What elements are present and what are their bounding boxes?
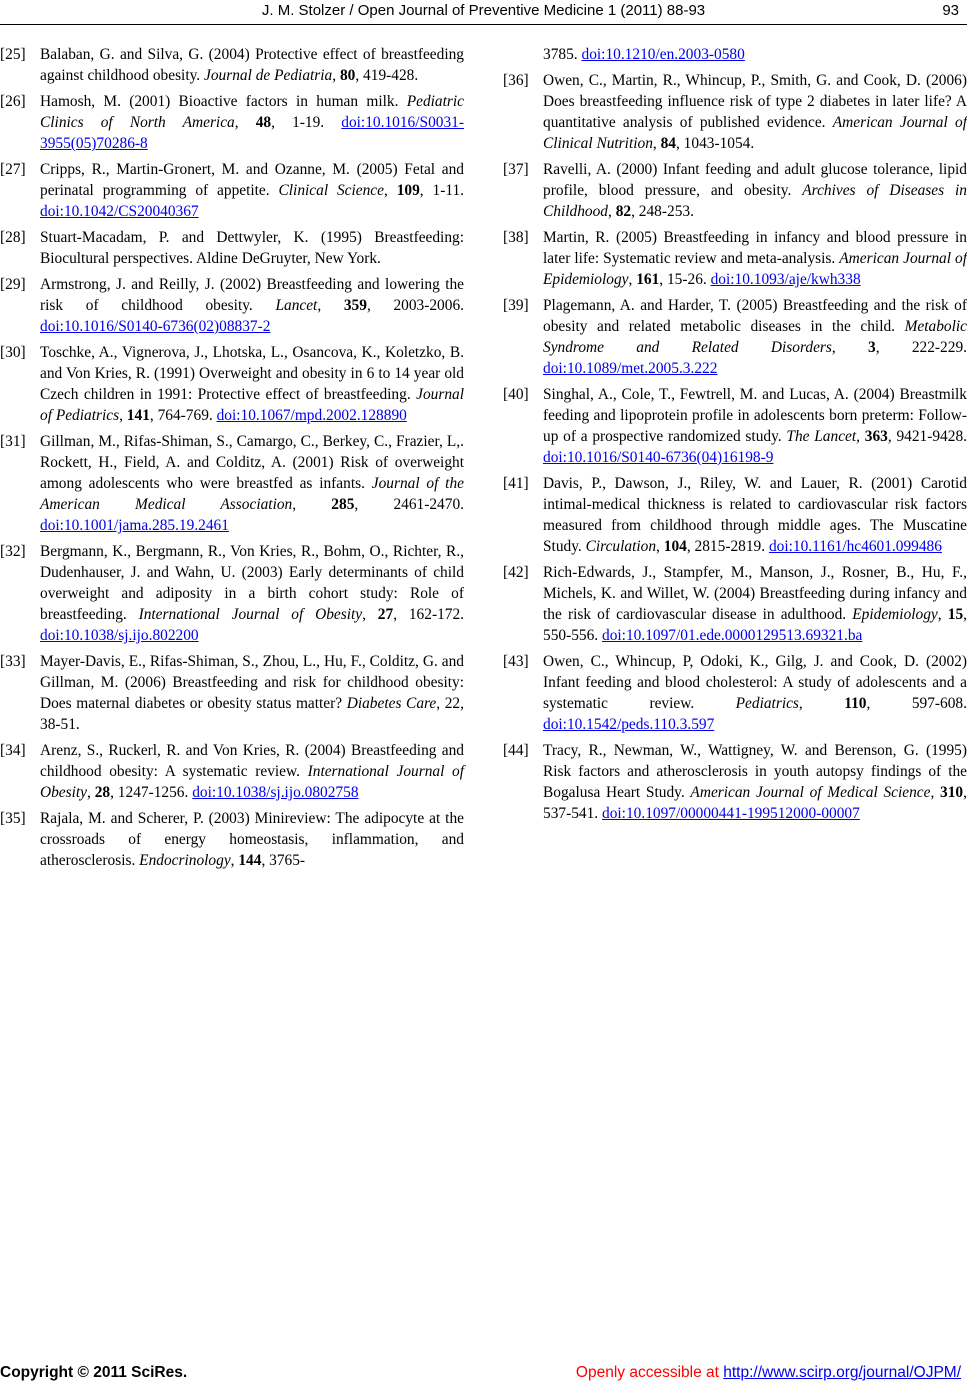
references-column-left <box>0 44 464 876</box>
reference-entry: [39] Plagemann, A. and Harder, T. (2005) Breastfeeding and the risk of obesity and related metabolic diseases in the child. Metabolic Syndrome and Related Disorders, 3, 222-229. doi:10.1089/met.2005.3.222 <box>503 297 967 377</box>
reference-number: [35] <box>0 810 26 827</box>
reference-volume: 15 <box>947 606 964 623</box>
reference-volume: 80 <box>339 67 356 84</box>
reference-entry: [41] Davis, P., Dawson, J., Riley, W. and Lauer, R. (2001) Carotid intimal-medical thickness is related to cardiovascular risk factors measured from childhood through middle ages. The Muscatine Study. Circulation, 104, 2815-2819. doi:10.1161/hc4601.099486 <box>503 475 967 555</box>
reference-journal: American Journal of Clinical Nutrition <box>543 114 967 152</box>
reference-volume: 48 <box>255 114 272 131</box>
reference-citation: Cripps, R., Martin-Gronert, M. and Ozanne, M. (2005) Fetal and perinatal programming of appetite. <box>40 161 464 199</box>
reference-pages: , 1-19. <box>271 114 325 131</box>
reference-volume: 144 <box>238 852 262 869</box>
reference-doi-link[interactable]: doi:10.1038/sj.ijo.802200 <box>40 627 199 644</box>
reference-pages: , 162-172. <box>393 606 464 623</box>
reference-entry: [26] Hamosh, M. (2001) Bioactive factors in human milk. Pediatric Clinics of North America, 48, 1-19. doi:10.1016/S0031-3955(05)70286-8 <box>0 93 464 152</box>
reference-pages: , 537-541. <box>543 784 967 822</box>
reference-entry: [25] Balaban, G. and Silva, G. (2004) Protective effect of breastfeeding against childhood obesity. Journal de Pediatria, 80, 419-428. <box>0 46 464 84</box>
reference-journal: International Journal of Obesity <box>138 606 363 623</box>
reference-number: [41] <box>503 475 529 492</box>
reference-journal: Journal of Pediatrics <box>40 386 464 424</box>
reference-citation: Armstrong, J. and Reilly, J. (2002) Breastfeeding and lowering the risk of childhood obesity. <box>40 276 464 314</box>
open-access-notice <box>576 1364 961 1382</box>
reference-pages: , 550-556. <box>543 606 967 644</box>
reference-volume: 109 <box>396 182 420 199</box>
reference-number: [30] <box>0 344 26 361</box>
running-header <box>0 2 967 24</box>
reference-journal: Journal de Pediatria <box>204 67 333 84</box>
open-access-text: Openly accessible at <box>575 1364 724 1381</box>
reference-number: [37] <box>503 161 529 178</box>
reference-journal: Lancet <box>275 297 318 314</box>
reference-number: [31] <box>0 433 26 450</box>
reference-doi-link[interactable]: doi:10.1542/peds.110.3.597 <box>543 716 715 733</box>
reference-number: [40] <box>503 386 529 403</box>
reference-number: [28] <box>0 229 26 246</box>
reference-pages: , 248-253. <box>631 203 694 220</box>
reference-entry: [35] Rajala, M. and Scherer, P. (2003) Minireview: The adipocyte at the crossroads of energy homeostasis, inflammation, and atherosclerosis. Endocrinology, 144, 3765- <box>0 810 464 869</box>
reference-entry <box>503 44 967 65</box>
references-column-right <box>503 44 967 829</box>
reference-number: [29] <box>0 276 26 293</box>
reference-number: [43] <box>503 653 529 670</box>
reference-citation: Owen, C., Whincup, P, Odoki, K., Gilg, J. and Cook, D. (2002) Infant feeding and blood cholesterol: A study of adolescents and a systematic review. <box>543 653 967 712</box>
reference-citation: Hamosh, M. (2001) Bioactive factors in human milk. <box>40 93 399 110</box>
reference-doi-link[interactable]: doi:10.1097/00000441-199512000-00007 <box>602 805 860 822</box>
reference-pages: , 1043-1054. <box>675 135 755 152</box>
reference-number: [42] <box>503 564 529 581</box>
reference-journal: Endocrinology <box>139 852 231 869</box>
reference-volume: 310 <box>940 784 964 801</box>
reference-pages: , 3765- <box>261 852 306 869</box>
reference-doi-link[interactable]: doi:10.1093/aje/kwh338 <box>710 271 861 288</box>
reference-citation: Stuart-Macadam, P. and Dettwyler, K. (1995) Breastfeeding: Biocultural perspectives. Aldine DeGruyter, New York. <box>40 229 464 267</box>
reference-journal: Journal of the American Medical Association <box>40 475 464 513</box>
reference-number: [36] <box>503 72 529 89</box>
reference-journal: International Journal of Obesity <box>40 763 464 801</box>
reference-volume: 27 <box>377 606 394 623</box>
reference-number: [44] <box>503 742 529 759</box>
running-title: J. M. Stolzer / Open Journal of Preventive Medicine 1 (2011) 88-93 <box>261 2 706 19</box>
reference-number: [25] <box>0 46 26 63</box>
copyright-notice: Copyright © 2011 SciRes. <box>0 1364 188 1381</box>
reference-pages: , 764-769. <box>149 407 213 424</box>
reference-pages: , 2815-2819. <box>686 538 766 555</box>
reference-pages: , 9421-9428. <box>887 428 967 445</box>
reference-journal: American Journal of Medical Science <box>690 784 931 801</box>
reference-journal: Pediatric Clinics of North America <box>40 93 464 131</box>
reference-doi-link[interactable]: doi:10.1089/met.2005.3.222 <box>543 360 718 377</box>
reference-volume: 84 <box>660 135 676 152</box>
reference-journal: Archives of Diseases in Childhood <box>543 182 967 220</box>
reference-number: [39] <box>503 297 529 314</box>
reference-pages: 3785. <box>543 46 578 63</box>
reference-entry: [31] Gillman, M., Rifas-Shiman, S., Camargo, C., Berkey, C., Frazier, L,. Rockett, H., Field, A. and Colditz, A. (2001) Risk of overweight among adolescents who were breastfed as infants. Journal of the American Medical Association, 285, 2461-2470. doi:10.1001/jama.285.19.2461 <box>0 433 464 534</box>
reference-volume: 82 <box>615 203 632 220</box>
journal-url-link[interactable]: http://www.scirp.org/journal/OJPM/ <box>723 1364 961 1381</box>
reference-citation: Singhal, A., Cole, T., Fewtrell, M. and Lucas, A. (2004) Breastmilk feeding and lipoprotein profile in adolescents born preterm: Follow-up of a prospective randomized study. <box>543 386 967 445</box>
reference-journal: Pediatrics <box>735 695 799 712</box>
reference-number: [38] <box>503 229 529 246</box>
reference-doi-link[interactable]: doi:10.1210/en.2003-0580 <box>581 46 745 63</box>
reference-entry: [42] Rich-Edwards, J., Stampfer, M., Manson, J., Rosner, B., Hu, F., Michels, K. and Willet, W. (2004) Breastfeeding during infancy and the risk of cardiovascular disease in adulthood. Epidemiology, 15, 550-556. doi:10.1097/01.ede.0000129513.69321.ba <box>503 564 967 644</box>
reference-citation: Plagemann, A. and Harder, T. (2005) Breastfeeding and the risk of obesity and related metabolic diseases in the child. <box>543 297 967 335</box>
reference-volume: 28 <box>94 784 111 801</box>
reference-citation: Rich-Edwards, J., Stampfer, M., Manson, J., Rosner, B., Hu, F., Michels, K. and Willet, W. (2004) Breastfeeding during infancy and the risk of cardiovascular disease in adulthood. <box>543 564 967 623</box>
reference-pages: , 1-11. <box>419 182 465 199</box>
reference-entry: [38] Martin, R. (2005) Breastfeeding in infancy and blood pressure in later life: Systematic review and meta-analysis. American Journal of Epidemiology, 161, 15-26. doi:10.1093/aje/kwh338 <box>503 229 967 288</box>
reference-entry: [32] Bergmann, K., Bergmann, R., Von Kries, R., Bohm, O., Richter, R., Dudenhauser, J. and Wahn, U. (2003) Early determinants of child overweight and adiposity in a birth cohort study: Role of breastfeeding. International Journal of Obesity, 27, 162-172. doi:10.1038/sj.ijo.802200 <box>0 543 464 644</box>
reference-pages: , 15-26. <box>659 271 707 288</box>
reference-doi-link[interactable]: doi:10.1042/CS20040367 <box>40 203 199 220</box>
reference-entry: [44] Tracy, R., Newman, W., Wattigney, W. and Berenson, G. (1995) Risk factors and atherosclerosis in youth autopsy findings of the Bogalusa Heart Study. American Journal of Medical Science, 310, 537-541. doi:10.1097/00000441-199512000-00007 <box>503 742 967 822</box>
reference-volume: 104 <box>663 538 687 555</box>
reference-entry: [34] Arenz, S., Ruckerl, R. and Von Kries, R. (2004) Breastfeeding and childhood obesity: A systematic review. International Journal of Obesity, 28, 1247-1256. doi:10.1038/sj.ijo.0802758 <box>0 742 464 801</box>
reference-volume: 3 <box>868 339 876 356</box>
reference-doi-link[interactable]: doi:10.1016/S0140-6736(02)08837-2 <box>40 318 271 335</box>
reference-number: [33] <box>0 653 26 670</box>
reference-number: [32] <box>0 543 26 560</box>
reference-volume: 110 <box>844 695 867 712</box>
reference-doi-link[interactable]: doi:10.1161/hc4601.099486 <box>768 538 942 555</box>
page-footer <box>0 1364 967 1388</box>
reference-volume: 363 <box>864 428 888 445</box>
reference-citation: Gillman, M., Rifas-Shiman, S., Camargo, C., Berkey, C., Frazier, L,. Rockett, H., Field, A. and Colditz, A. (2001) Risk of overweight among adolescents who were breastfed as infants. <box>40 433 464 492</box>
reference-journal: Clinical Science <box>278 182 384 199</box>
reference-citation: Davis, P., Dawson, J., Riley, W. and Lauer, R. (2001) Carotid intimal-medical thickness is related to cardiovascular risk factors measured from childhood through middle ages. The Muscatine Study. <box>543 475 967 555</box>
reference-number: [26] <box>0 93 26 110</box>
reference-pages: , 2461-2470. <box>354 496 464 513</box>
reference-citation: Balaban, G. and Silva, G. (2004) Protective effect of breastfeeding against childhood obesity. <box>40 46 464 84</box>
reference-doi-link[interactable]: doi:10.1067/mpd.2002.128890 <box>216 407 407 424</box>
reference-pages: , 22, 38-51. <box>40 695 464 733</box>
reference-citation: Arenz, S., Ruckerl, R. and Von Kries, R. (2004) Breastfeeding and childhood obesity: A systematic review. <box>40 742 464 780</box>
reference-entry: [37] Ravelli, A. (2000) Infant feeding and adult glucose tolerance, lipid profile, blood pressure, and obesity. Archives of Diseases in Childhood, 82, 248-253. <box>503 161 967 220</box>
reference-journal: Diabetes Care <box>346 695 437 712</box>
reference-doi-link[interactable]: doi:10.1038/sj.ijo.0802758 <box>192 784 359 801</box>
reference-pages: , 2003-2006. <box>366 297 464 314</box>
reference-journal: Circulation <box>585 538 657 555</box>
reference-citation: Bergmann, K., Bergmann, R., Von Kries, R., Bohm, O., Richter, R., Dudenhauser, J. and Wahn, U. (2003) Early determinants of child overweight and adiposity in a birth cohort study: Role of breastfeeding. <box>40 543 464 623</box>
reference-entry <box>0 651 464 735</box>
reference-pages: , 1247-1256. <box>110 784 189 801</box>
reference-volume: 161 <box>636 271 660 288</box>
reference-citation: Owen, C., Martin, R., Whincup, P., Smith, G. and Cook, D. (2006) Does breastfeeding influence risk of type 2 diabetes in later life? A quantitative analysis of published evidence. <box>543 72 967 131</box>
reference-citation: Rajala, M. and Scherer, P. (2003) Minireview: The adipocyte at the crossroads of energy homeostasis, inflammation, and atherosclerosis. <box>40 810 464 869</box>
reference-entry: [30] Toschke, A., Vignerova, J., Lhotska, L., Osancova, K., Koletzko, B. and Von Kries, R. (1991) Overweight and obesity in 6 to 14 year old Czech children in 1991: Protective effect of breastfeeding. Journal of Pediatrics, 141, 764-769. doi:10.1067/mpd.2002.128890 <box>0 344 464 424</box>
reference-pages: , 419-428. <box>355 67 419 84</box>
reference-citation: Mayer-Davis, E., Rifas-Shiman, S., Zhou, L., Hu, F., Colditz, G. and Gillman, M. (2006) Breastfeeding and risk for childhood obesity: Does maternal diabetes or obesity status matter? <box>40 653 464 712</box>
reference-entry: [29] Armstrong, J. and Reilly, J. (2002) Breastfeeding and lowering the risk of childhood obesity. Lancet, 359, 2003-2006. doi:10.1016/S0140-6736(02)08837-2 <box>0 276 464 335</box>
reference-journal: The Lancet <box>786 428 857 445</box>
reference-citation: Martin, R. (2005) Breastfeeding in infancy and blood pressure in later life: Systematic review and meta-analysis. <box>543 229 967 267</box>
reference-pages: , 597-608. <box>866 695 967 712</box>
reference-citation: Ravelli, A. (2000) Infant feeding and adult glucose tolerance, lipid profile, blood pressure, and obesity. <box>543 161 967 199</box>
reference-doi-link[interactable]: doi:10.1097/01.ede.0000129513.69321.ba <box>602 627 863 644</box>
reference-entry: [43] Owen, C., Whincup, P, Odoki, K., Gilg, J. and Cook, D. (2002) Infant feeding and blood cholesterol: A study of adolescents and a systematic review. Pediatrics, 110, 597-608. doi:10.1542/peds.110.3.597 <box>503 653 967 733</box>
reference-volume: 141 <box>126 407 150 424</box>
reference-citation: Tracy, R., Newman, W., Wattigney, W. and Berenson, G. (1995) Risk factors and atherosclerosis in youth autopsy findings of the Bogalusa Heart Study. <box>543 742 967 801</box>
header-rule <box>0 24 967 25</box>
reference-doi-link[interactable]: doi:10.1016/S0031-3955(05)70286-8 <box>40 114 464 152</box>
reference-number: [27] <box>0 161 26 178</box>
reference-number: [34] <box>0 742 26 759</box>
page-number: 93 <box>942 2 959 19</box>
reference-citation: Toschke, A., Vignerova, J., Lhotska, L., Osancova, K., Koletzko, B. and Von Kries, R. (1991) Overweight and obesity in 6 to 14 year old Czech children in 1991: Protective effect of breastfeeding. <box>40 344 464 403</box>
reference-pages: , 222-229. <box>875 339 967 356</box>
reference-journal: Metabolic Syndrome and Related Disorders <box>543 318 967 356</box>
reference-entry <box>0 227 464 269</box>
reference-volume: 359 <box>343 297 367 314</box>
reference-entry: [40] Singhal, A., Cole, T., Fewtrell, M. and Lucas, A. (2004) Breastmilk feeding and lipoprotein profile in adolescents born preterm: Follow-up of a prospective randomized study. The Lancet, 363, 9421-9428. doi:10.1016/S0140-6736(04)16198-9 <box>503 386 967 466</box>
reference-journal: American Journal of Epidemiology <box>543 250 967 288</box>
reference-entry: [27] Cripps, R., Martin-Gronert, M. and Ozanne, M. (2005) Fetal and perinatal programming of appetite. Clinical Science, 109, 1-11. doi:10.1042/CS20040367 <box>0 161 465 220</box>
reference-doi-link[interactable]: doi:10.1001/jama.285.19.2461 <box>40 517 229 534</box>
reference-doi-link[interactable]: doi:10.1016/S0140-6736(04)16198-9 <box>543 449 774 466</box>
reference-entry: [36] Owen, C., Martin, R., Whincup, P., Smith, G. and Cook, D. (2006) Does breastfeeding influence risk of type 2 diabetes in later life? A quantitative analysis of published evidence. American Journal of Clinical Nutrition, 84, 1043-1054. <box>503 72 967 152</box>
reference-volume: 285 <box>331 496 355 513</box>
reference-journal: Epidemiology <box>852 606 938 623</box>
